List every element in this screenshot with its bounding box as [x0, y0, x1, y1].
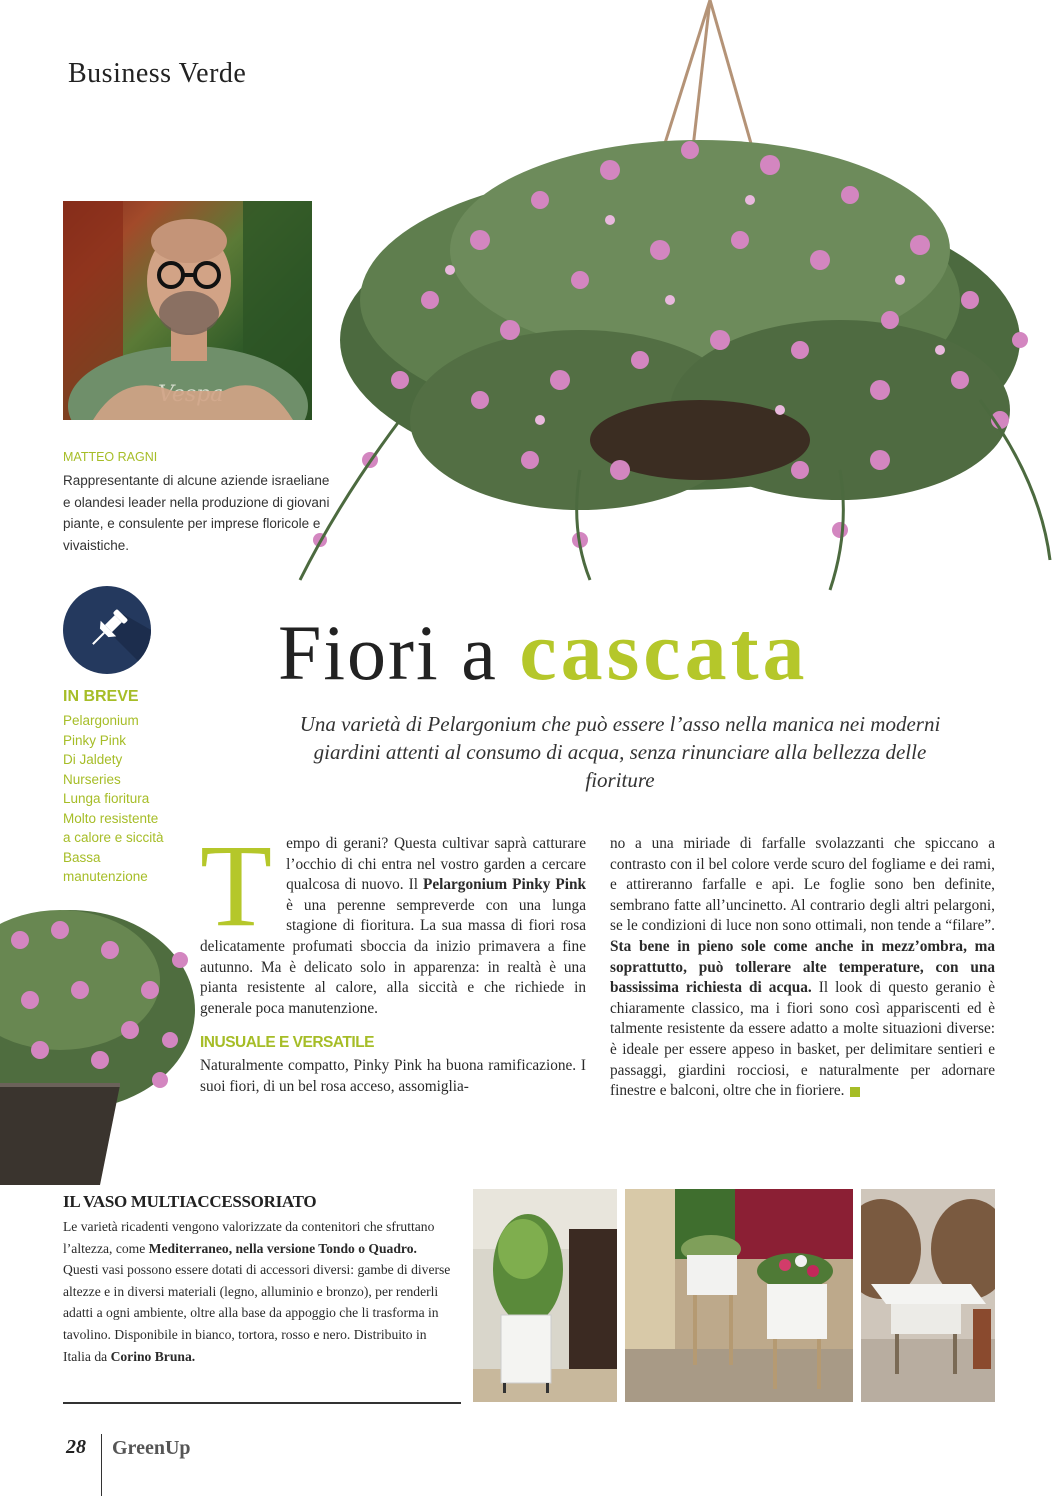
planter-photo-1	[473, 1189, 617, 1402]
section-title: Business Verde	[68, 58, 247, 89]
paragraph-text: Il look di questo geranio è chiaramente classico, ma i fiori sono così appariscenti ed è talmente resistente da essere adatto a molte situazioni diverse: è ideale per essere appeso in basket, per delimitare sentieri e passaggi, giardini rocciosi, e naturalmente per adornare finestre e balconi, oltre che in fioriere.	[610, 979, 995, 1100]
author-bio: Rappresentante di alcune aziende israeliane e olandesi leader nella produzione di giovani piante, e consulente per imprese floricole e vivaistiche.	[63, 473, 330, 553]
brief-item: Molto resistente	[63, 810, 159, 826]
brief-title: IN BREVE	[63, 688, 139, 705]
paragraph-text: è una perenne sempreverde con una lunga stagione di fioritura. La sua massa di fiori rosa delicatamente profumati sboccia da inizio primavera a fine autunno. Ma è delicato solo in apparenza: in realtà è una pianta resistente al calore, alla siccità e che richiede in generale poca manutenzione.	[200, 896, 586, 1017]
author-photo	[63, 201, 312, 420]
article-subhead: INUSUALE E VERSATILE	[200, 1034, 375, 1052]
box-text-bold: Mediterraneo, nella versione Tondo o Quadro.	[148, 1240, 417, 1256]
hanging-basket-image	[280, 0, 1058, 600]
pin-badge	[63, 586, 151, 674]
box-text	[63, 1216, 453, 1367]
brief-list	[63, 711, 193, 887]
box-text-part: Questi vasi possono essere dotati di accessori diversi: gambe di diverse altezze e in diversi materiali (legno, alluminio e bronzo), per renderli adatti a ogni ambiente, oltre alla base da appoggio che li trasforma in tavolino. Disponibile in bianco, tortora, rosso e nero. Distribuito in Italia da	[63, 1262, 451, 1364]
planter-photo-2	[625, 1189, 853, 1402]
paragraph-text: no a una miriade di farfalle svolazzanti che spiccano a contrasto con il bel colore verde scuro del fogliame e dei rami, e attireranno farfalle e api. Le foglie sono ben definite, sembrano fatte all’uncinetto. Al contrario degli altri pelargoni, se le condizioni di luce non sono ottimali, non tende a “filare”.	[610, 835, 995, 935]
paragraph-bold: Sta bene in pieno sole come anche in mezz’ombra, ma soprattutto, può tollerare alte temperature, con una bassissima richiesta di acqua.	[610, 937, 995, 997]
box-title: IL VASO MULTIACCESSORIATO	[63, 1192, 317, 1211]
box-divider	[63, 1402, 461, 1404]
side-pot-plant-image	[0, 900, 195, 1185]
brief-item: Di Jaldety	[63, 752, 123, 767]
page-number: 28	[66, 1436, 86, 1458]
paragraph-text: empo di gerani? Questa cultivar saprà catturare l’occhio di chi entra nel vostro garden a cercare qualcosa di nuovo. Il	[286, 835, 586, 894]
article-column-right	[610, 834, 995, 1102]
brief-item: Bassa	[63, 849, 101, 865]
brief-item: Nurseries	[63, 771, 121, 787]
subtitle: Una varietà di Pelargonium che può essere l’asso nella manica nei moderni giardini attenti al consumo di acqua, senza rinunciare alla bellezza delle fioriture	[299, 712, 941, 792]
drop-cap: T	[200, 820, 273, 951]
article-column-left	[200, 820, 587, 1097]
brief-item: a calore e siccità	[63, 830, 164, 845]
paragraph-text: Naturalmente compatto, Pinky Pink ha buona ramificazione. I suoi fiori, di un bel rosa acceso, assomiglia-	[200, 1056, 586, 1095]
headline-part2: cascata	[519, 605, 809, 698]
planter-photo-3	[861, 1189, 995, 1402]
paragraph-bold: Pelargonium Pinky Pink	[422, 876, 587, 894]
pushpin-icon	[63, 586, 151, 674]
headline	[278, 603, 809, 700]
brief-item: Pelargonium	[63, 713, 139, 728]
headline-part1: Fiori a	[278, 609, 520, 696]
brief-item: Lunga fioritura	[63, 791, 150, 806]
brief-item: Pinky Pink	[63, 732, 127, 748]
end-mark-icon	[850, 1087, 860, 1097]
box-text-part: Le varietà ricadenti vengono valorizzate da contenitori che sfruttano l’altezza, come	[63, 1219, 435, 1256]
magazine-name: GreenUp	[112, 1437, 191, 1459]
brief-item: manutenzione	[63, 869, 148, 884]
box-text-bold: Corino Bruna.	[110, 1348, 196, 1364]
author-name: MATTEO RAGNI	[63, 450, 158, 464]
footer-divider	[101, 1434, 102, 1496]
